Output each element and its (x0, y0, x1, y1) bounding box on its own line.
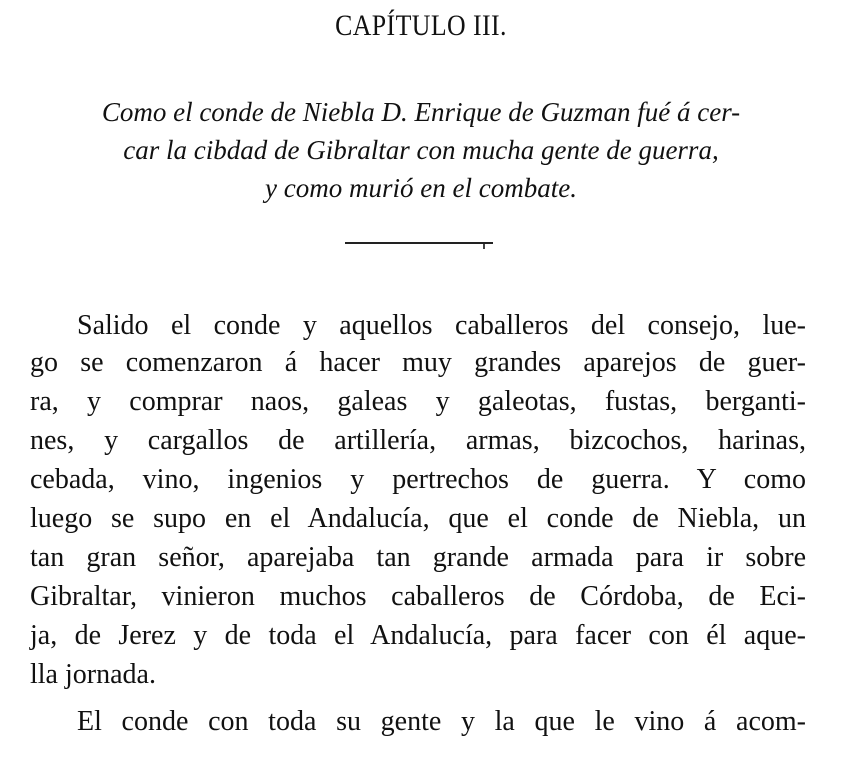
section-divider (345, 242, 493, 244)
paragraph-line: luego se supo en el Andalucía, que el conde de Niebla, un (30, 503, 806, 534)
paragraph-line: El conde con toda su gente y la que le vino á acom- (77, 706, 806, 737)
paragraph-line: ra, y comprar naos, galeas y galeotas, fustas, berganti- (30, 386, 806, 417)
paragraph-line: tan gran señor, aparejaba tan grande armada para ir sobre (30, 542, 806, 573)
paragraph-line: lla jornada. (30, 659, 156, 690)
summary-line: car la cibdad de Gibraltar con mucha gente de guerra, (123, 135, 719, 165)
summary-line: y como murió en el combate. (265, 173, 577, 203)
paragraph-line: nes, y cargallos de artillería, armas, bizcochos, harinas, (30, 425, 806, 456)
paragraph-line: Salido el conde y aquellos caballeros del consejo, lue- (77, 310, 806, 341)
summary-line: Como el conde de Niebla D. Enrique de Guzman fué á cer- (101, 97, 741, 127)
paragraph-line: go se comenzaron á hacer muy grandes aparejos de guer- (30, 347, 806, 378)
paragraph-line: ja, de Jerez y de toda el Andalucía, para facer con él aque- (30, 620, 806, 651)
paragraph-line: Gibraltar, vinieron muchos caballeros de Córdoba, de Eci- (30, 581, 806, 612)
paragraph-line: cebada, vino, ingenios y pertrechos de guerra. Y como (30, 464, 806, 495)
chapter-heading: CAPÍTULO III. (335, 9, 507, 42)
